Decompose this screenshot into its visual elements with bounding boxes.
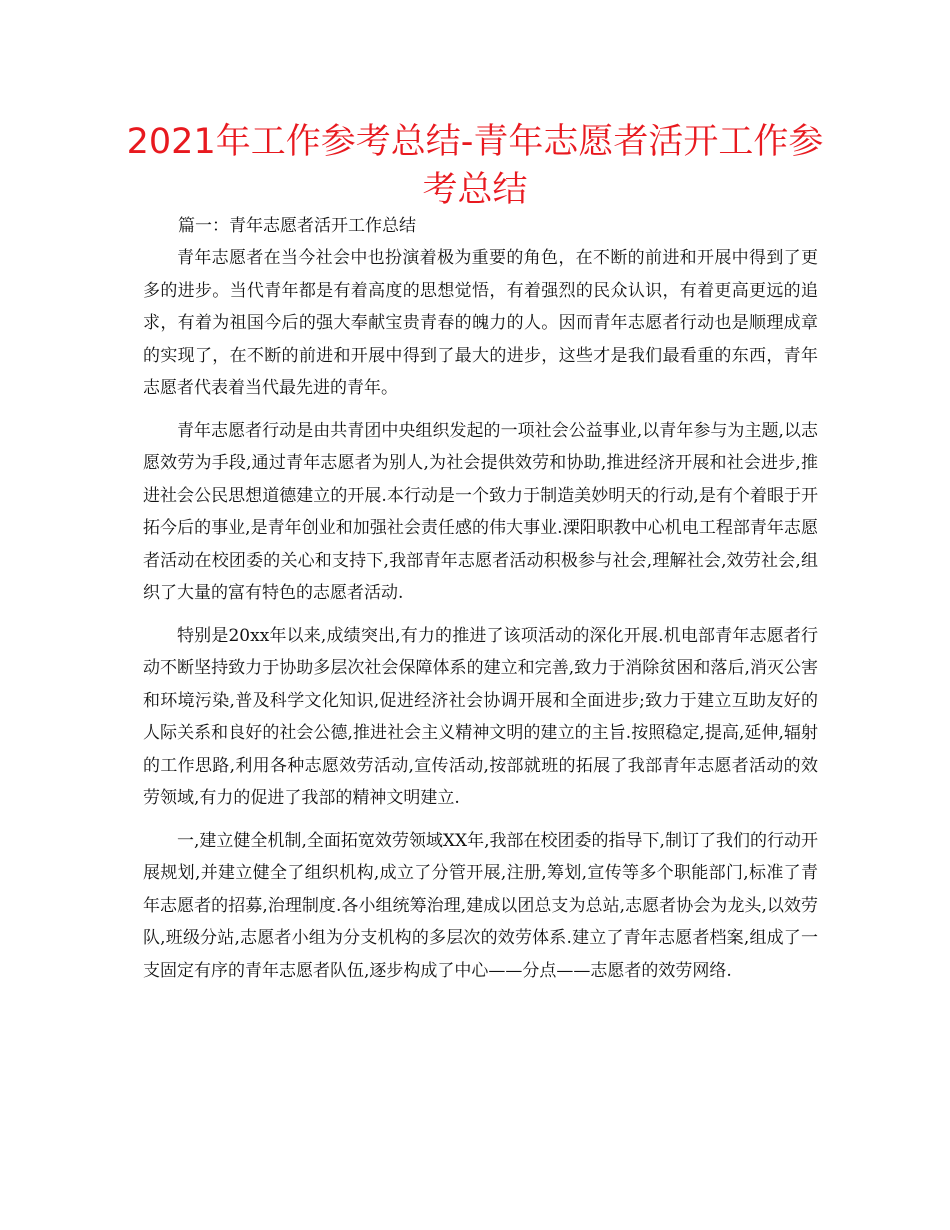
document-title: 2021年工作参考总结-青年志愿者活开工作参考总结: [126, 122, 824, 210]
body-paragraph: 青年志愿者在当今社会中也扮演着极为重要的角色，在不断的前进和开展中得到了更多的进步。当代青年都是有着高度的思想觉悟，有着强烈的民众认识，有着更高更远的追求，有着为祖国今后的强大奉献宝贵青春的魄力的人。因而青年志愿者行动也是顺理成章的实现了，在不断的前进和开展中得到了最大的进步，这些才是我们最看重的东西，青年志愿者代表着当代最先进的青年。: [143, 248, 818, 398]
section-heading: 篇一：青年志愿者活开工作总结: [178, 216, 416, 236]
body-paragraph: 青年志愿者行动是由共青团中央组织发起的一项社会公益事业,以青年参与为主题,以志愿效劳为手段,通过青年志愿者为别人,为社会提供效劳和协助,推进经济开展和社会进步,推进社会公民思想道德建立的开展.本行动是一个致力于制造美妙明天的行动,是有个着眼于开拓今后的事业,是青年创业和加强社会责任感的伟大事业.溧阳职教中心机电工程部青年志愿者活动在校团委的关心和支持下,我部青年志愿者活动积极参与社会,理解社会,效劳社会,组织了大量的富有特色的志愿者活动.: [143, 420, 818, 603]
body-paragraph: 特别是20xx年以来,成绩突出,有力的推进了该项活动的深化开展.机电部青年志愿者行动不断坚持致力于协助多层次社会保障体系的建立和完善,致力于消除贫困和落后,消灭公害和环境污染,普及科学文化知识,促进经济社会协调开展和全面进步;致力于建立互助友好的人际关系和良好的社会公德,推进社会主义精神文明的建立的主旨.按照稳定,提高,延伸,辐射的工作思路,利用各种志愿效劳活动,宣传活动,按部就班的拓展了我部青年志愿者活动的效劳领域,有力的促进了我部的精神文明建立.: [143, 625, 818, 808]
document-body: [143, 242, 818, 997]
body-paragraph: 一,建立健全机制,全面拓宽效劳领域XX年,我部在校团委的指导下,制订了我们的行动开展规划,并建立健全了组织机构,成立了分管开展,注册,筹划,宣传等多个职能部门,标准了青年志愿者的招募,治理制度.各小组统筹治理,建成以团总支为总站,志愿者协会为龙头,以效劳队,班级分站,志愿者小组为分支机构的多层次的效劳体系.建立了青年志愿者档案,组成了一支固定有序的青年志愿者队伍,逐步构成了中心——分点——志愿者的效劳网络.: [143, 830, 818, 981]
